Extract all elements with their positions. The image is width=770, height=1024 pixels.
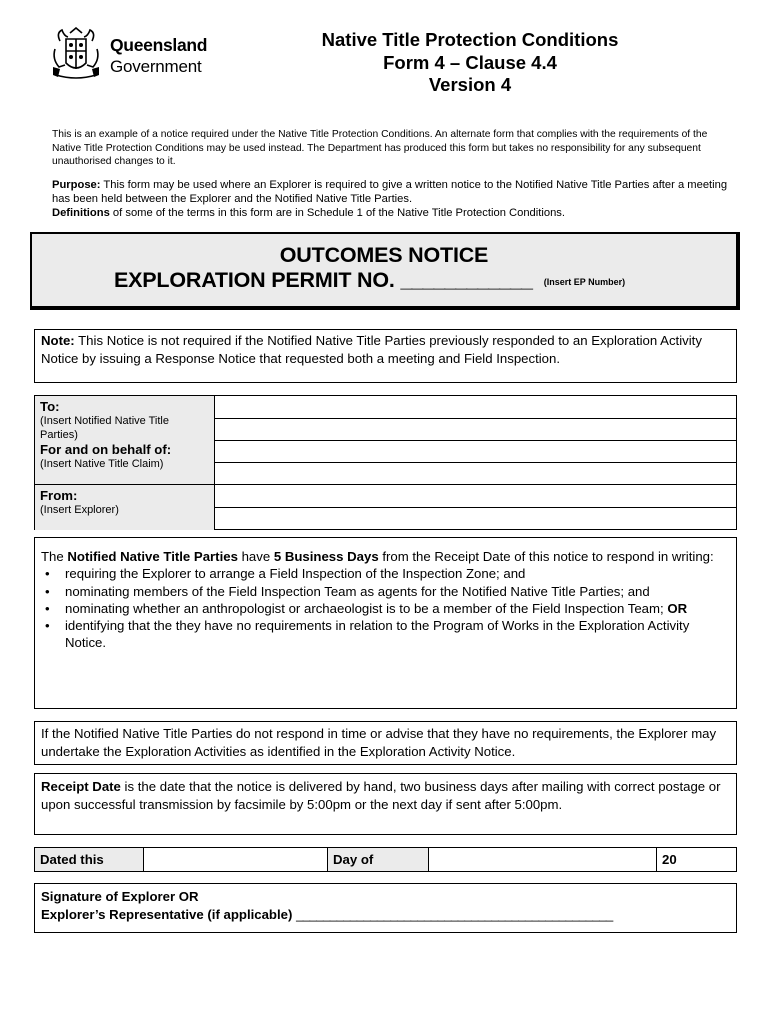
permit-label: EXPLORATION PERMIT NO. [114,268,395,292]
signature-box [34,883,737,933]
permit-number-line [114,268,625,293]
bullet-icon: • [45,600,50,616]
behalf-hint: (Insert Native Title Claim) [40,458,164,470]
bullet-icon: • [45,618,50,634]
coat-of-arms-icon [50,27,102,83]
to-hint: (Insert Notified Native Title Parties) [40,415,169,441]
definitions-text: of some of the terms in this form are in Schedule 1 of the Native Title Protection Conditions. [109,207,565,220]
to-input-2[interactable] [215,418,736,441]
dated-this-label: Dated this [35,848,143,871]
deadline-intro: The Notified Native Title Parties have 5 Business Days from the Receipt Date of this notice to respond in writing: [41,549,714,564]
no-response-box: If the Notified Native Title Parties do not respond in time or advise that they have no requirements, the Explorer may undertake the Exploration Activities as identified in the Exploration Activity Notice. [34,721,737,765]
outcomes-notice-banner [30,232,740,310]
note-label: Note: [41,333,75,348]
purpose-text: This form may be used where an Explorer is required to give a written notice to the Notified Native Title Parties after a meeting has been held between the Explorer and the Notified Native Title Parties. [52,179,728,206]
note-text: This Notice is not required if the Notified Native Title Parties previously responded to an Exploration Activity Notice by issuing a Response Notice that requested both a meeting and Field Inspection. [41,333,702,366]
dated-row [34,847,737,872]
from-hint: (Insert Explorer) [40,504,119,516]
signature-field[interactable]: _______________________________________________ [296,907,613,922]
signature-label-2: Explorer’s Representative (if applicable) [41,907,293,922]
to-input-1[interactable] [215,396,736,418]
requirements-list [41,565,730,651]
receipt-label: Receipt Date [41,779,121,794]
list-item: • identifying that the they have no requirements in relation to the Program of Works in the Exploration Activity Notice. [45,618,690,651]
list-item: • requiring the Explorer to arrange a Field Inspection of the Inspection Zone; and [45,566,526,582]
bullet-icon: • [45,583,50,599]
receipt-text: is the date that the notice is delivered by hand, two business days after mailing with correct postage or upon successful transmission by facsimile by 5:00pm or the next day if sent after 5:00pm. [41,779,721,812]
year-input[interactable]: 20 [656,848,736,871]
title-line-3: Version 4 [428,74,512,95]
from-label-cell [35,484,215,530]
day-of-label: Day of [327,848,428,871]
month-input[interactable] [428,848,656,871]
to-label: To: [40,399,60,414]
title-line-2: Form 4 – Clause 4.4 [383,51,557,73]
title-line-1: Native Title Protection Conditions [321,29,619,50]
behalf-input-2[interactable] [215,462,736,485]
definitions-label: Definitions [52,207,110,220]
or-label: OR [667,600,688,616]
to-label-cell [35,396,215,484]
from-input-2[interactable] [215,507,736,531]
logo-queensland-text: Queensland [110,35,208,55]
from-label: From: [40,488,78,503]
permit-hint: (Insert EP Number) [543,277,626,287]
logo-government-text: Government [110,57,202,76]
receipt-date-box [34,773,737,835]
purpose-label: Purpose: [52,179,101,191]
signature-line [41,906,730,924]
day-input[interactable] [143,848,327,871]
list-item: • nominating whether an anthropologist or archaeologist is to be a member of the Field Inspection Team; OR [45,600,688,616]
queensland-government-logo [50,27,225,85]
signature-label-1: Signature of Explorer OR [41,889,199,904]
purpose-section [52,178,732,221]
behalf-label: For and on behalf of: [40,442,172,457]
response-deadline-box [34,537,737,709]
behalf-input-1[interactable] [215,440,736,463]
from-input-1[interactable] [215,484,736,508]
permit-number-field[interactable]: ____________ [400,268,532,292]
note-box [34,329,737,383]
bullet-icon: • [45,566,50,582]
banner-heading: OUTCOMES NOTICE [279,243,489,267]
list-item: • nominating members of the Field Inspection Team as agents for the Notified Native Title Parties; and [45,583,650,599]
form-title [260,29,680,97]
to-from-table [34,395,737,530]
intro-text: This is an example of a notice required under the Native Title Protection Conditions. An alternate form that complies with the requirements of the Native Title Protection Conditions may be used instead. The Department has produced this form but takes no responsibility for any subsequent unauthorised changes to it. [52,129,708,168]
